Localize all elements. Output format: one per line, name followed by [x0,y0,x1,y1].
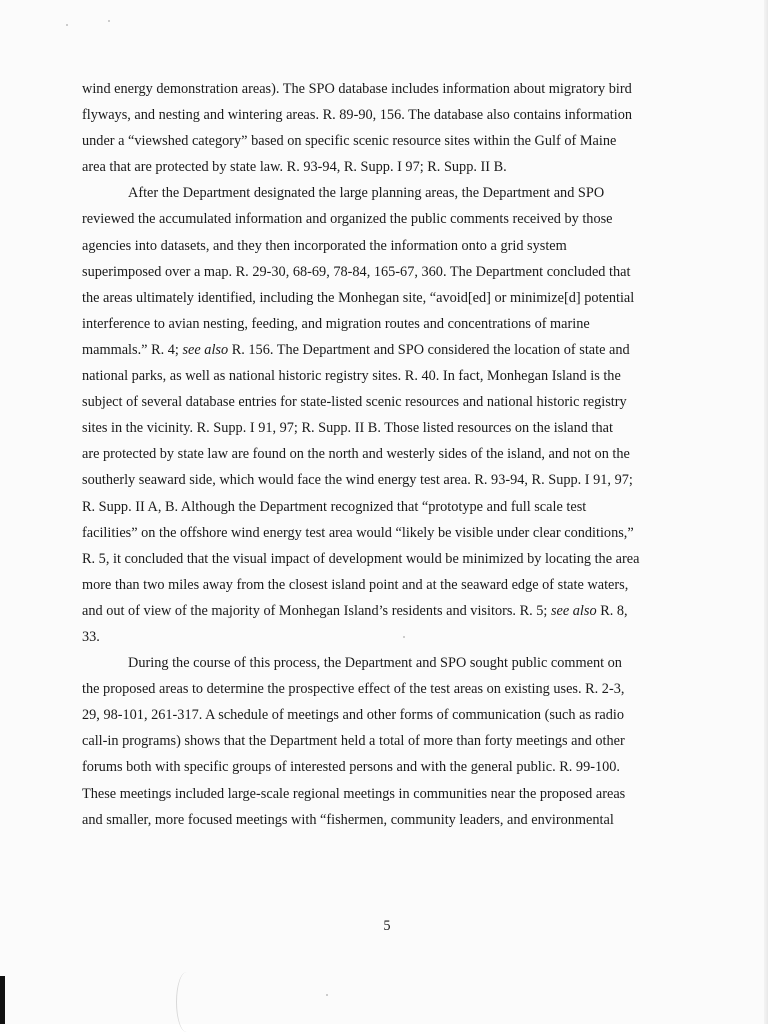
citation-signal: see also [182,341,229,358]
text-line: and out of view of the majority of Monhegan Island’s residents and visitors. R. 5; see also R. 8, [82,602,628,619]
text-line: superimposed over a map. R. 29-30, 68-69, 78-84, 165-67, 360. The Department concluded that [82,263,631,280]
paragraph-first-line: After the Department designated the large planning areas, the Department and SPO [128,185,605,202]
text-line: area that are protected by state law. R. 93-94, R. Supp. I 97; R. Supp. II B. [82,159,507,176]
text-line: and smaller, more focused meetings with “fishermen, community leaders, and environmental [82,811,614,828]
scan-speck [66,24,68,26]
text-line: under a “viewshed category” based on specific scenic resource sites within the Gulf of Maine [82,133,617,150]
scan-edge [0,976,5,1024]
text-line: more than two miles away from the closest island point and at the seaward edge of state waters, [82,576,629,593]
text-line: wind energy demonstration areas). The SPO database includes information about migratory bird [82,81,632,97]
text-line: R. Supp. II A, B. Although the Department recognized that “prototype and full scale test [82,498,587,515]
scan-speck [326,994,328,996]
document-body [82,76,690,833]
text-line: R. 5, it concluded that the visual impact of development would be minimized by locating the area [82,550,640,567]
text-line: subject of several database entries for state-listed scenic resources and national historic registry [82,394,627,411]
page-number: 5 [383,918,391,934]
text-line: facilities” on the offshore wind energy test area would “likely be visible under clear conditions,” [82,524,634,541]
text-line: 33. [82,628,100,645]
citation-signal: see also [550,602,597,619]
text-line: reviewed the accumulated information and organized the public comments received by those [82,211,613,228]
text-line: forums both with specific groups of interested persons and with the general public. R. 99-100. [82,759,621,776]
scan-speck [108,20,110,22]
text-line: the areas ultimately identified, including the Monhegan site, “avoid[ed] or minimize[d] potential [82,289,635,306]
text-line: national parks, as well as national historic registry sites. R. 40. In fact, Monhegan Island is the [82,368,621,385]
text-line: 29, 98-101, 261-317. A schedule of meetings and other forms of communication (such as radio [82,707,624,724]
text-line: agencies into datasets, and they then incorporated the information onto a grid system [82,237,567,254]
text-line: the proposed areas to determine the prospective effect of the test areas on existing uses. R. 2-3, [82,681,625,698]
text-line: southerly seaward side, which would face the wind energy test area. R. 93-94, R. Supp. I 91, 97; [82,472,633,489]
scan-edge [764,0,768,1024]
paragraph-first-line: During the course of this process, the Department and SPO sought public comment on [128,655,622,672]
text-line: sites in the vicinity. R. Supp. I 91, 97; R. Supp. II B. Those listed resources on the island that [82,420,613,437]
text-line: flyways, and nesting and wintering areas. R. 89-90, 156. The database also contains information [82,107,633,124]
text-line: are protected by state law are found on the north and westerly sides of the island, and not on the [82,446,630,463]
text-line: interference to avian nesting, feeding, and migration routes and concentrations of marine [82,315,590,332]
scan-artifact [176,972,197,1032]
text-line: mammals.” R. 4; see also R. 156. The Department and SPO considered the location of state and [82,341,630,358]
text-line: call-in programs) shows that the Department held a total of more than forty meetings and other [82,733,625,750]
text-line: These meetings included large-scale regional meetings in communities near the proposed areas [82,785,626,802]
